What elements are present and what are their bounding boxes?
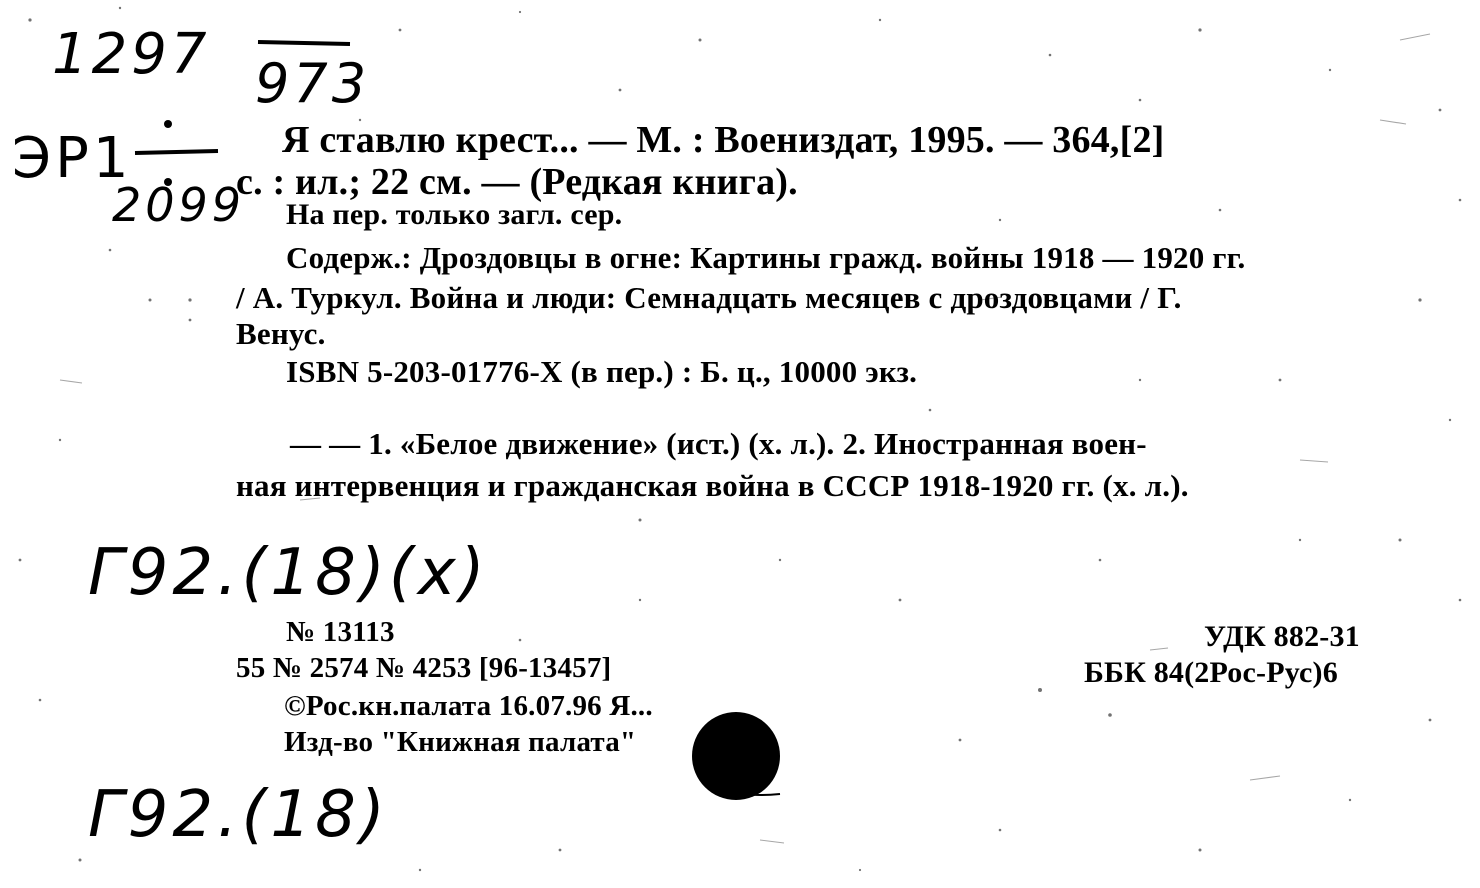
udk-code: УДК 882-31 [1204, 620, 1360, 653]
footer-registration-numbers: 55 № 2574 № 4253 [96-13457] [236, 652, 612, 684]
punch-hole [692, 712, 780, 800]
entry-physical-description: с. : ил.; 22 см. — (Редкая книга). [236, 161, 798, 203]
class-mark-2: Г92.(18) [88, 778, 389, 852]
entry-series-note: На пер. только загл. сер. [286, 198, 623, 231]
class-mark-1: Г92.(18)(х) [88, 536, 489, 610]
subject-headings-line-2: ная интервенция и гражданская война в СССР 1918-1920 гг. (х. л.). [236, 468, 1189, 503]
subject-headings-line-1: — — 1. «Белое движение» (ист.) (х. л.). 2. Иностранная воен- [290, 426, 1147, 461]
footer-copyright: ©Рос.кн.палата 16.07.96 Я... [284, 690, 653, 722]
footer-record-number: № 13113 [286, 616, 395, 648]
collection-code: ЭР1 [12, 126, 133, 191]
entry-isbn: ISBN 5-203-01776-X (в пер.) : Б. ц., 10000 экз. [286, 354, 918, 389]
entry-contents-line-1: Содерж.: Дроздовцы в огне: Картины гражд. войны 1918 — 1920 гг. [286, 240, 1246, 275]
footer-publisher: Изд-во "Книжная палата" [284, 726, 637, 758]
shelf-number-denominator: 973 [255, 52, 371, 115]
entry-contents-line-3: Венус. [236, 316, 326, 351]
entry-contents-line-2: / А. Туркул. Война и люди: Семнадцать месяцев с дроздовцами / Г. [236, 280, 1182, 315]
collection-code-denominator: 2099 [112, 178, 246, 232]
shelf-number: 1297 [52, 22, 211, 87]
bbk-code: ББК 84(2Рос-Рус)6 [1084, 656, 1338, 689]
entry-title-line: Я ставлю крест... — М. : Воениздат, 1995. — 364,[2] [282, 119, 1165, 161]
